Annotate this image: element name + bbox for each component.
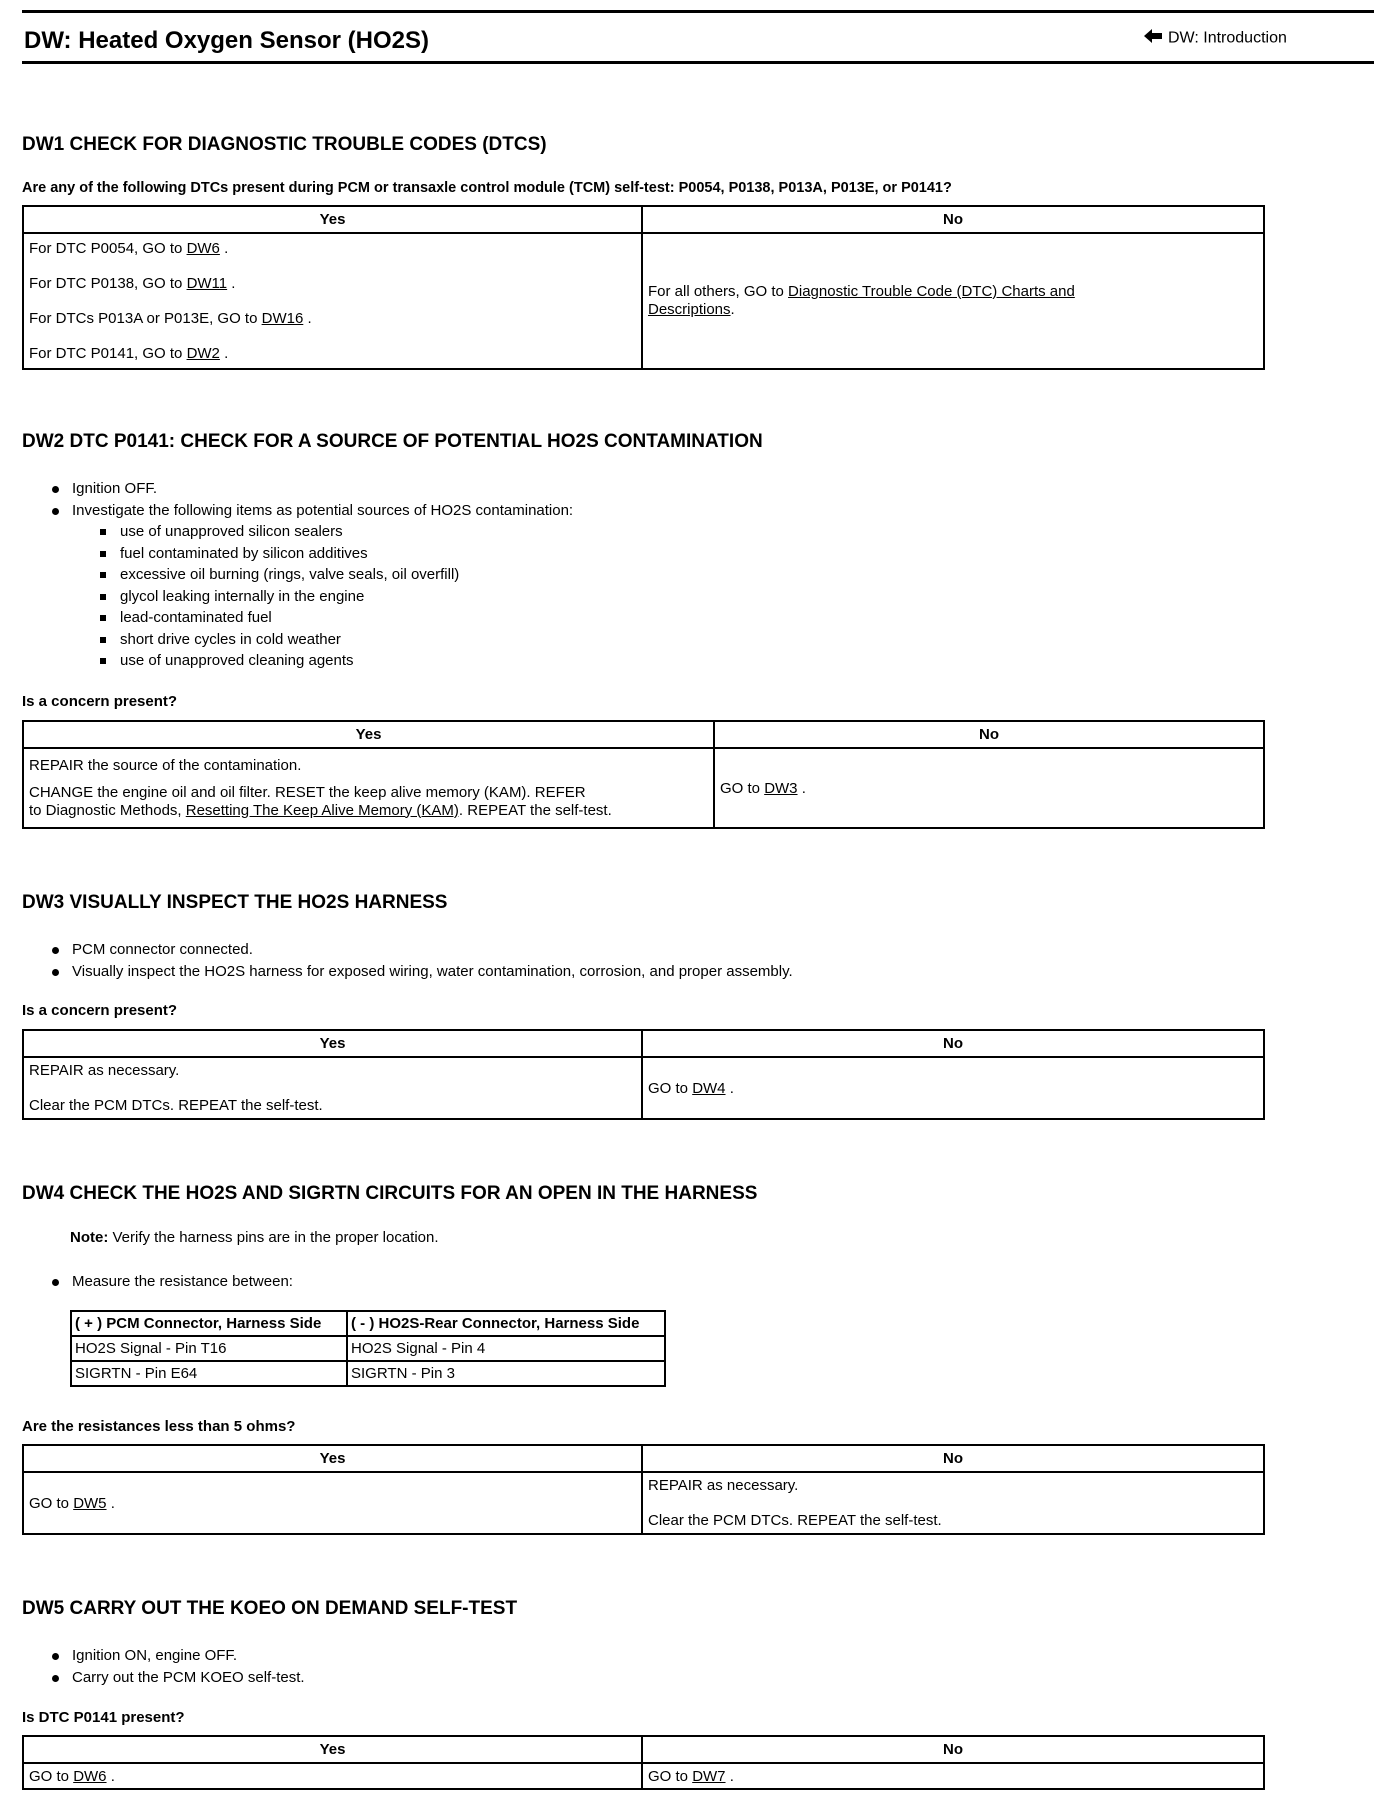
link-dw2[interactable]: DW2 — [186, 344, 220, 362]
section-dw2 — [22, 431, 1374, 453]
yes-header: Yes — [23, 1736, 642, 1763]
nav-link-label: DW: Introduction — [1168, 29, 1287, 47]
link-dw6[interactable]: DW6 — [73, 1767, 107, 1785]
yes-text: For DTCs P013A or P013E, GO to — [29, 309, 262, 327]
yes-header: Yes — [23, 721, 714, 748]
bullet-text: Investigate the following items as potential sources of HO2S contamination: — [72, 501, 574, 519]
bullet-item — [52, 500, 573, 522]
no-header: No — [642, 1030, 1264, 1057]
section-title: DW3 VISUALLY INSPECT THE HO2S HARNESS — [22, 892, 448, 913]
sub-list-container — [52, 521, 573, 672]
yes-text: GO to — [29, 1767, 74, 1785]
no-text: GO to — [648, 1767, 693, 1785]
no-line: REPAIR as necessary. — [648, 1476, 799, 1494]
sub-item: fuel contaminated by silicon additives — [100, 543, 573, 565]
no-text-end: . — [797, 779, 806, 797]
no-header: No — [642, 1445, 1264, 1472]
dw1-answer-table — [22, 205, 1265, 370]
link-dw6[interactable]: DW6 — [186, 239, 220, 257]
no-text: GO to — [720, 779, 765, 797]
pin-table-header: ( + ) PCM Connector, Harness Side — [71, 1311, 347, 1336]
yes-text-end: . — [106, 1494, 115, 1512]
yes-cell — [23, 1763, 642, 1789]
section-title: DW2 DTC P0141: CHECK FOR A SOURCE OF POTENTIAL HO2S CONTAMINATION — [22, 431, 763, 452]
dw5-answer-table — [22, 1735, 1265, 1790]
pin-resistance-table — [70, 1310, 666, 1387]
no-cell — [642, 233, 1264, 369]
link-reset-kam[interactable]: Resetting The Keep Alive Memory (KAM) — [185, 801, 459, 819]
dw3-bullet-list — [52, 939, 793, 982]
bullet-item: Measure the resistance between: — [52, 1271, 293, 1293]
sub-item: lead-contaminated fuel — [100, 607, 573, 629]
page-title: DW: Heated Oxygen Sensor (HO2S) — [24, 27, 429, 54]
yes-cell — [23, 233, 642, 369]
title-bar — [22, 10, 1374, 64]
no-cell — [642, 1472, 1264, 1534]
no-header: No — [642, 1736, 1264, 1763]
dw3-answer-table — [22, 1029, 1265, 1120]
section-title: DW1 CHECK FOR DIAGNOSTIC TROUBLE CODES (DTCS) — [22, 134, 547, 155]
back-to-introduction-link[interactable] — [1144, 29, 1287, 48]
yes-cell — [23, 1057, 642, 1119]
no-text: For all others, GO to — [648, 283, 789, 300]
pin-table-cell: HO2S Signal - Pin 4 — [347, 1336, 665, 1361]
dw5-bullet-list — [52, 1645, 305, 1688]
link-dw3[interactable]: DW3 — [764, 779, 798, 797]
link-dtc-charts[interactable]: Diagnostic Trouble Code (DTC) Charts and Descriptions — [648, 283, 1075, 318]
dw2-bullet-list — [52, 478, 573, 672]
no-text-end: . — [725, 1079, 734, 1097]
yes-text-end: . REPEAT the self-test. — [458, 801, 612, 819]
dw4-question: Are the resistances less than 5 ohms? — [22, 1418, 296, 1435]
link-dw11[interactable]: DW11 — [186, 274, 228, 292]
yes-header: Yes — [23, 206, 642, 233]
no-cell — [714, 748, 1264, 828]
section-title: DW4 CHECK THE HO2S AND SIGRTN CIRCUITS FOR AN OPEN IN THE HARNESS — [22, 1183, 758, 1204]
yes-text: For DTC P0141, GO to — [29, 344, 187, 362]
arrow-left-icon — [1144, 29, 1162, 48]
note-text: Verify the harness pins are in the proper location. — [108, 1229, 439, 1246]
sub-item: excessive oil burning (rings, valve seals, oil overfill) — [100, 564, 573, 586]
no-header: No — [714, 721, 1264, 748]
yes-text-end: . — [219, 344, 229, 362]
sub-item: use of unapproved cleaning agents — [100, 650, 573, 672]
yes-text: For DTC P0054, GO to — [29, 239, 187, 257]
yes-cell — [23, 748, 714, 828]
no-text: GO to — [648, 1079, 693, 1097]
sub-item: glycol leaking internally in the engine — [100, 586, 573, 608]
bullet-item: Ignition ON, engine OFF. — [52, 1645, 305, 1667]
dw4-note — [70, 1229, 439, 1246]
dw2-question: Is a concern present? — [22, 693, 178, 710]
yes-line: REPAIR as necessary. — [29, 1061, 180, 1079]
section-dw5 — [22, 1598, 1374, 1620]
yes-header: Yes — [23, 1030, 642, 1057]
dw2-answer-table — [22, 720, 1265, 829]
section-dw3 — [22, 892, 1374, 914]
note-label: Note: — [70, 1229, 109, 1246]
yes-text: For DTC P0138, GO to — [29, 274, 187, 292]
sub-item: short drive cycles in cold weather — [100, 629, 573, 651]
yes-text: GO to — [29, 1494, 74, 1512]
link-dw5[interactable]: DW5 — [73, 1494, 107, 1512]
bullet-item: Ignition OFF. — [52, 478, 573, 500]
yes-line: REPAIR the source of the contamination. — [29, 756, 302, 774]
link-dw16[interactable]: DW16 — [261, 309, 304, 327]
yes-text-end: . — [303, 309, 312, 327]
dw1-question: Are any of the following DTCs present during PCM or transaxle control module (TCM) self-test: P0054, P0138, P013A, P013E, or P0141? — [22, 180, 952, 196]
no-header: No — [642, 206, 1264, 233]
pin-table-cell: SIGRTN - Pin E64 — [71, 1361, 347, 1386]
section-title: DW5 CARRY OUT THE KOEO ON DEMAND SELF-TEST — [22, 1598, 518, 1619]
dw4-bullet-list — [52, 1271, 293, 1293]
yes-text: to Diagnostic Methods, — [29, 801, 186, 819]
bullet-item: PCM connector connected. — [52, 939, 793, 961]
link-dw4[interactable]: DW4 — [692, 1079, 726, 1097]
yes-text-end: . — [106, 1767, 115, 1785]
yes-line: CHANGE the engine oil and oil filter. RESET the keep alive memory (KAM). REFER — [29, 783, 586, 801]
section-dw1 — [22, 134, 1374, 156]
pin-table-header: ( - ) HO2S-Rear Connector, Harness Side — [347, 1311, 665, 1336]
dw3-question: Is a concern present? — [22, 1002, 178, 1019]
yes-text-end: . — [227, 274, 236, 292]
no-text-end: . — [725, 1767, 734, 1785]
dw4-answer-table — [22, 1444, 1265, 1535]
yes-header: Yes — [23, 1445, 642, 1472]
yes-cell — [23, 1472, 642, 1534]
no-cell — [642, 1763, 1264, 1789]
sub-item: use of unapproved silicon sealers — [100, 521, 573, 543]
yes-text-end: . — [219, 239, 229, 257]
bullet-item: Visually inspect the HO2S harness for exposed wiring, water contamination, corrosion, and proper assembly. — [52, 961, 793, 983]
bullet-item: Carry out the PCM KOEO self-test. — [52, 1667, 305, 1689]
dw5-question: Is DTC P0141 present? — [22, 1709, 185, 1726]
no-cell — [642, 1057, 1264, 1119]
pin-table-cell: SIGRTN - Pin 3 — [347, 1361, 665, 1386]
no-text-end: . — [730, 301, 735, 318]
section-dw4 — [22, 1183, 1374, 1205]
pin-table-cell: HO2S Signal - Pin T16 — [71, 1336, 347, 1361]
contamination-sources-list — [52, 521, 573, 672]
yes-line: Clear the PCM DTCs. REPEAT the self-test. — [29, 1096, 323, 1114]
link-dw7[interactable]: DW7 — [692, 1767, 726, 1785]
no-line: Clear the PCM DTCs. REPEAT the self-test. — [648, 1511, 942, 1529]
